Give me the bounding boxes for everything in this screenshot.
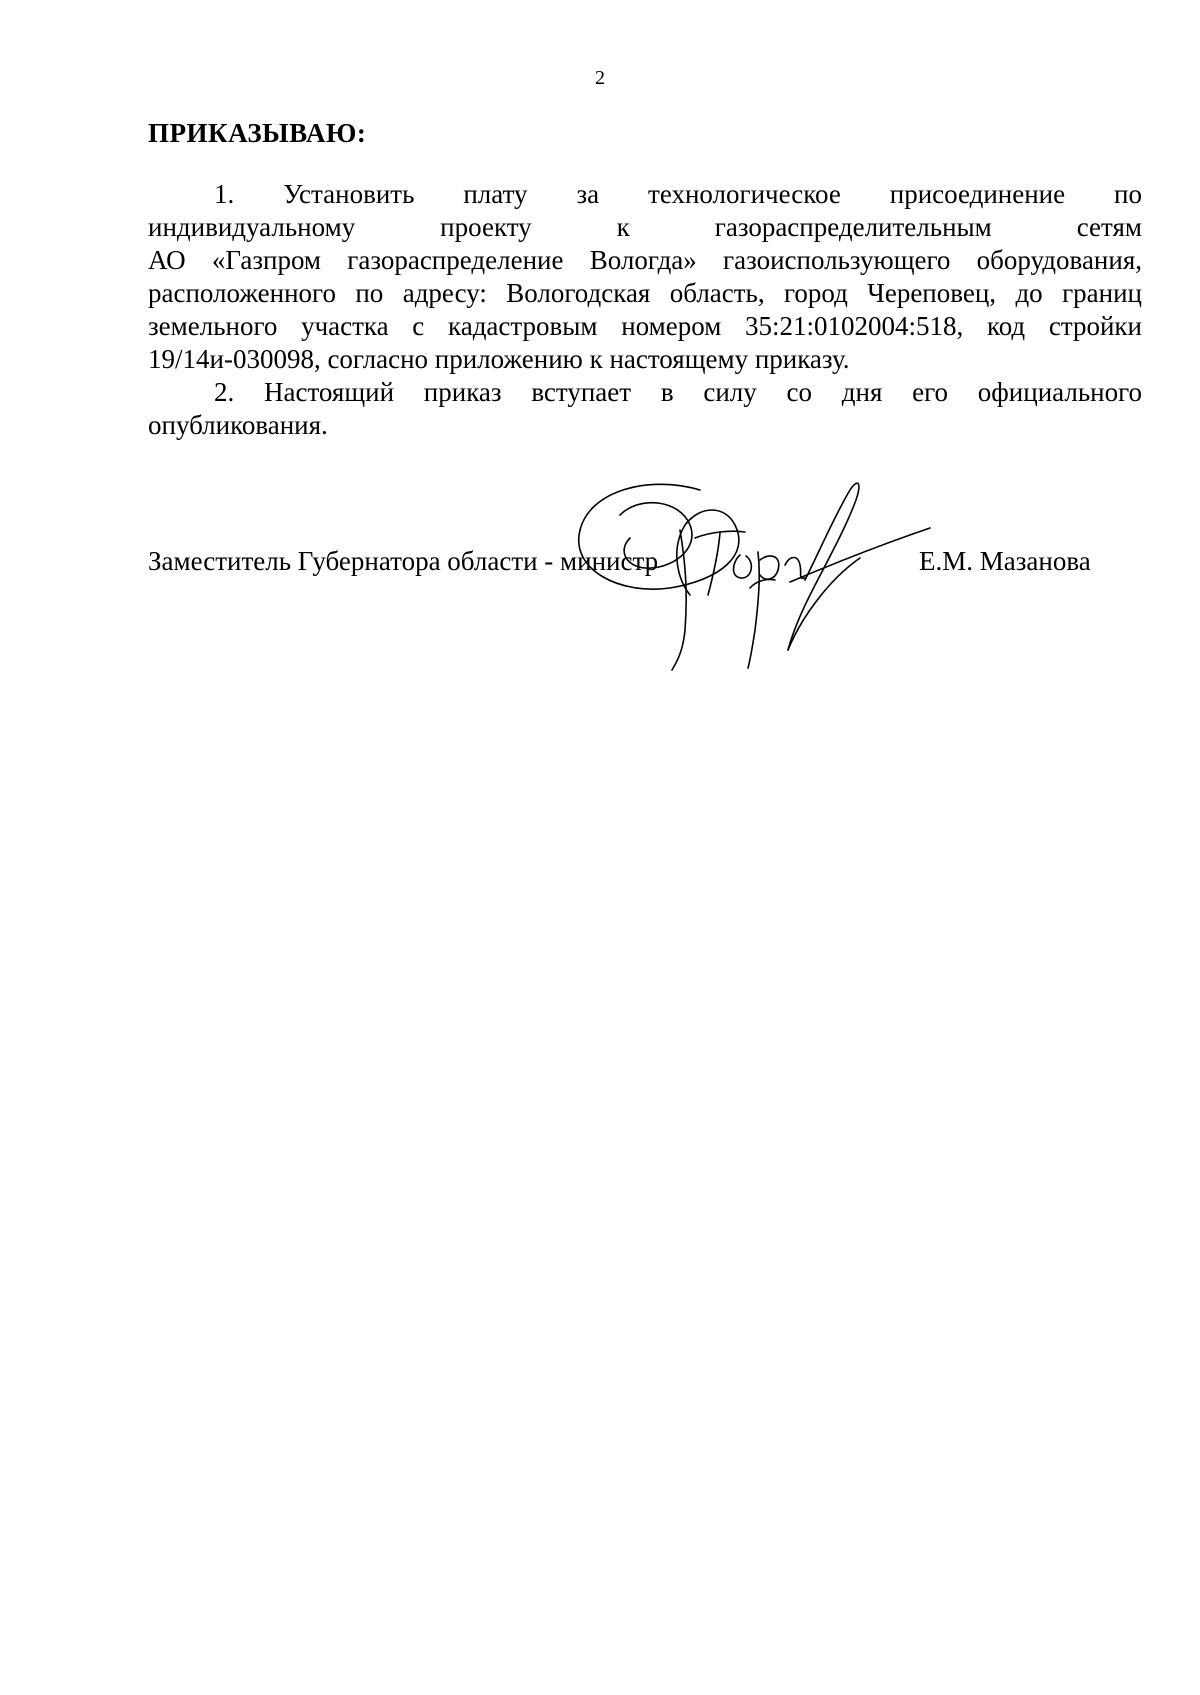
paragraph-2-line: 2. Настоящий приказ вступает в силу со дня его официального <box>214 377 1142 407</box>
order-heading: ПРИКАЗЫВАЮ: <box>148 118 367 148</box>
paragraph-1-line: индивидуальному проекту к газораспределительным сетям <box>148 212 1142 242</box>
paragraph-1-line: АО «Газпром газораспределение Вологда» газоиспользующего оборудования, <box>148 245 1142 275</box>
paragraph-1 <box>148 178 1142 376</box>
paragraph-2 <box>148 376 1142 442</box>
paragraph-1-line: 19/14и-030098, согласно приложению к настоящему приказу. <box>148 344 850 374</box>
paragraph-2-line: опубликования. <box>148 410 328 440</box>
order-body <box>148 178 1142 442</box>
paragraph-1-line: земельного участка с кадастровым номером 35:21:0102004:518, код стройки <box>148 311 1142 341</box>
signatory-name: Е.М. Мазанова <box>919 546 1091 576</box>
paragraph-1-line: расположенного по адресу: Вологодская область, город Череповец, до границ <box>148 278 1142 308</box>
paragraph-1-line: 1. Установить плату за технологическое присоединение по <box>214 179 1142 209</box>
handwritten-signature <box>560 470 940 680</box>
page-number: 2 <box>595 67 605 89</box>
signatory-title: Заместитель Губернатора области - министр <box>148 546 659 576</box>
